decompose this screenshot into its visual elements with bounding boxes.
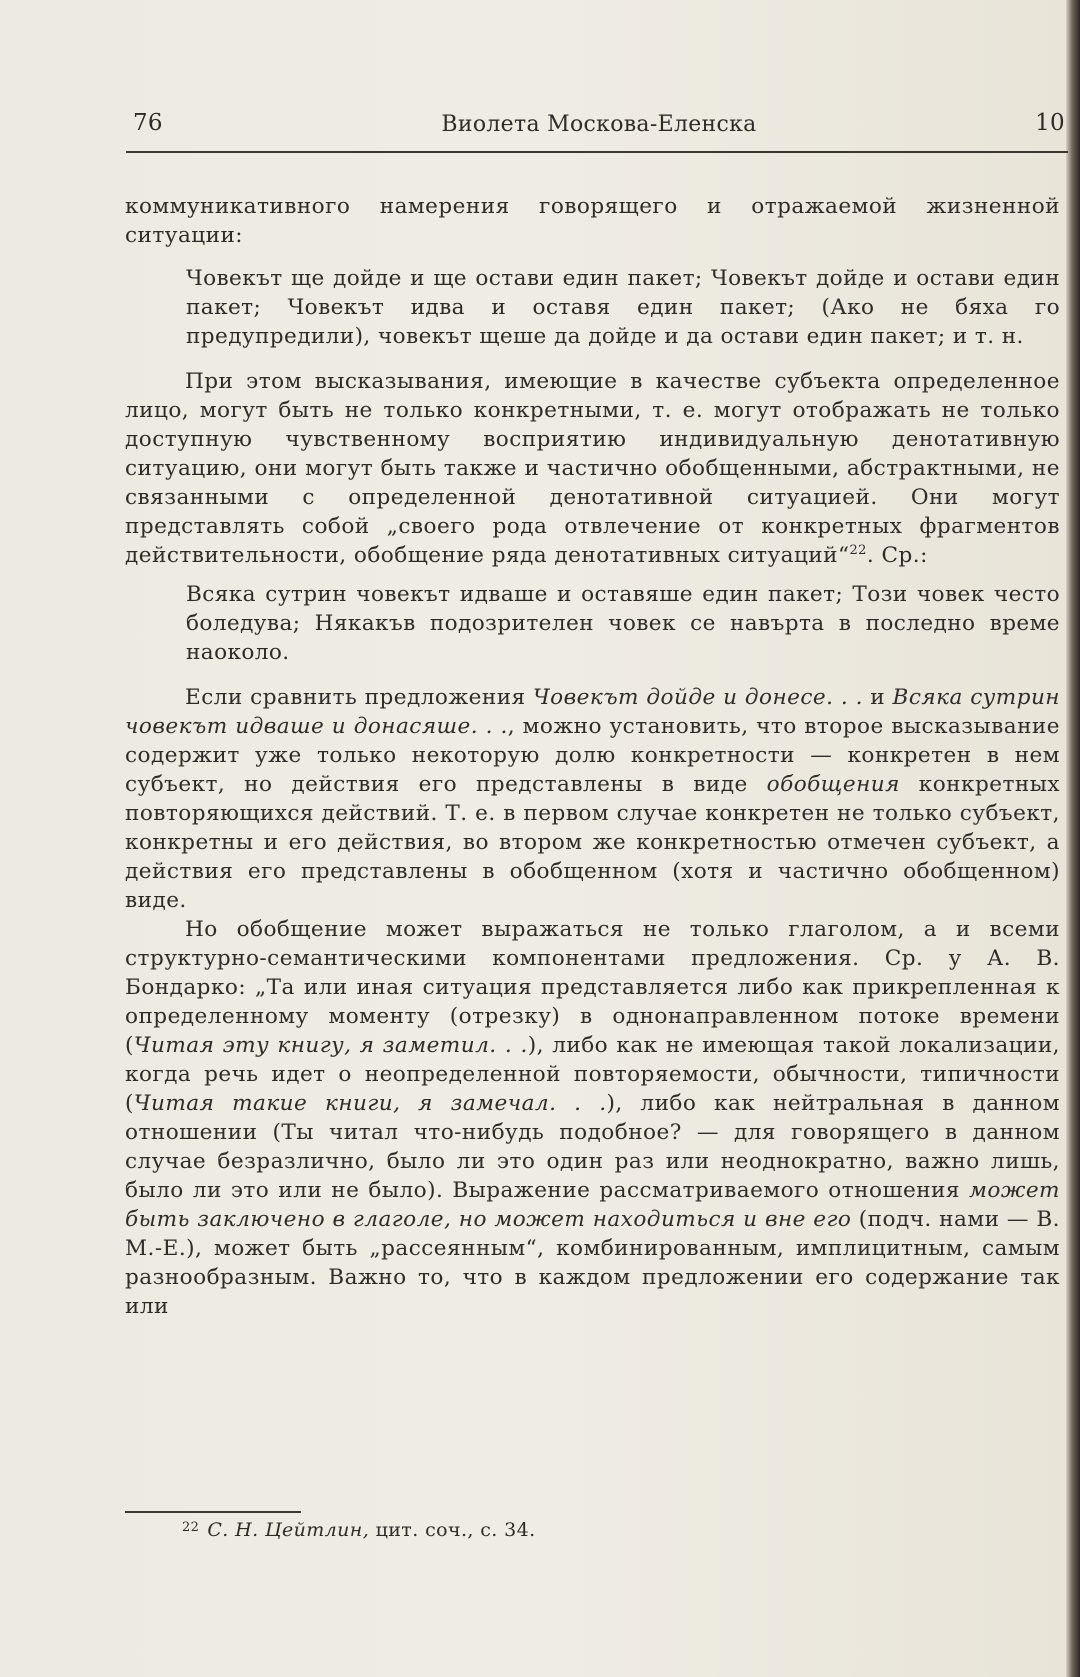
- example-block-2: Всяка сутрин човекът идваше и оставяше един пакет; Този човек често боледува; Някакъв подозрителен човек се навърта в последно време наоколо.: [186, 582, 1060, 665]
- footnote-number: 22: [182, 1520, 200, 1535]
- example-italic-3: Читая эту книгу, я заметил. . .: [133, 1033, 528, 1058]
- header-rule: [126, 151, 1068, 153]
- body-text: [125, 192, 1060, 1321]
- page-number: 76: [133, 110, 163, 136]
- paragraph-3: Если сравнить предложения Човекът дойде и донесе. . . и Всяка сутрин човекът идваше и донасяше. . ., можно установить, что второе высказывание содержит уже только некоторую долю конкретности — конкретен в нем субъект, но действия его представлены в виде обобщения конкретных повторяющихся действий. Т. е. в первом случае конкретен не только субъект, конкретны и его действия, во втором же конкретностью отмечен субъект, а действия его представлены в обобщенном (хотя и частично обобщенном) виде.: [125, 685, 1060, 913]
- paragraph-2: [125, 367, 1060, 570]
- footnote-rule: [125, 1511, 301, 1513]
- footnote-ref: 22: [849, 543, 867, 558]
- running-header-number: 10: [1035, 110, 1065, 136]
- example-italic-4: Читая такие книги, я замечал. . .: [133, 1091, 607, 1116]
- example-italic-2: Всяка сутрин човекът идваше и донасяше. . .: [125, 685, 1060, 739]
- paragraph-1: коммуникативного намерения говорящего и отражаемой жизненной ситуации:: [125, 194, 1060, 248]
- running-header-author: Виолета Москова-Еленска: [441, 112, 757, 137]
- paragraph-2-text: При этом высказывания, имеющие в качестве субъекта определенное лицо, могут быть не только конкретными, т. е. могут отображать не только доступную чувственному восприятию индивидуальную денотативную ситуацию, они могут быть также и частично обобщенными, абстрактными, не связанными с определенной денотативной ситуацией. Они могут представлять собой „своего рода отвлечение от конкретных фрагментов действительности, обобщение ряда денотативных ситуаций“: [125, 369, 1060, 568]
- paragraph-2-tail: . Ср.:: [866, 543, 928, 568]
- footnote: [182, 1519, 536, 1541]
- emphasis-italic: обобщения: [766, 772, 900, 797]
- paragraph-4: Но обобщение может выражаться не только глаголом, а и всеми структурно-семантическими компонентами предложения. Ср. у А. В. Бондарко: „Та или иная ситуация представляется либо как прикрепленная к определенному моменту (отрезку) в однонаправленном потоке времени (Читая эту книгу, я заметил. . .), либо как не имеющая такой локализации, когда речь идет о неопределенной повторяемости, обычности, типичности (Читая такие книги, я замечал. . .), либо как нейтральная в данном отношении (Ты читал что-нибудь подобное? — для говорящего в данном случае безразлично, было ли это один раз или неоднократно, важно лишь, было ли это или не было). Выражение рассматриваемого отношения может быть заключено в глаголе, но может находиться и вне его (подч. нами — В. М.-Е.), может быть „рассеянным“, комбинированным, имплицитным, самым разнообразным. Важно то, что в каждом предложении его содержание так или: [125, 917, 1061, 1319]
- page-edge-shadow: [1066, 0, 1080, 1677]
- example-italic-1: Човекът дойде и донесе. . .: [533, 685, 863, 710]
- footnote-author: С. Н. Цейтлин,: [207, 1519, 370, 1541]
- quote-italic: может быть заключено в глаголе, но может находиться и вне его: [125, 1178, 1060, 1232]
- running-header: [133, 108, 1065, 142]
- footnote-text: цит. соч., с. 34.: [375, 1519, 536, 1541]
- example-block-1: Човекът ще дойде и ще остави един пакет; Човекът дойде и остави един пакет; Човекът идва и оставя един пакет; (Ако не бяха го предупредили), човекът щеше да дойде и да остави един пакет; и т. н.: [186, 266, 1060, 349]
